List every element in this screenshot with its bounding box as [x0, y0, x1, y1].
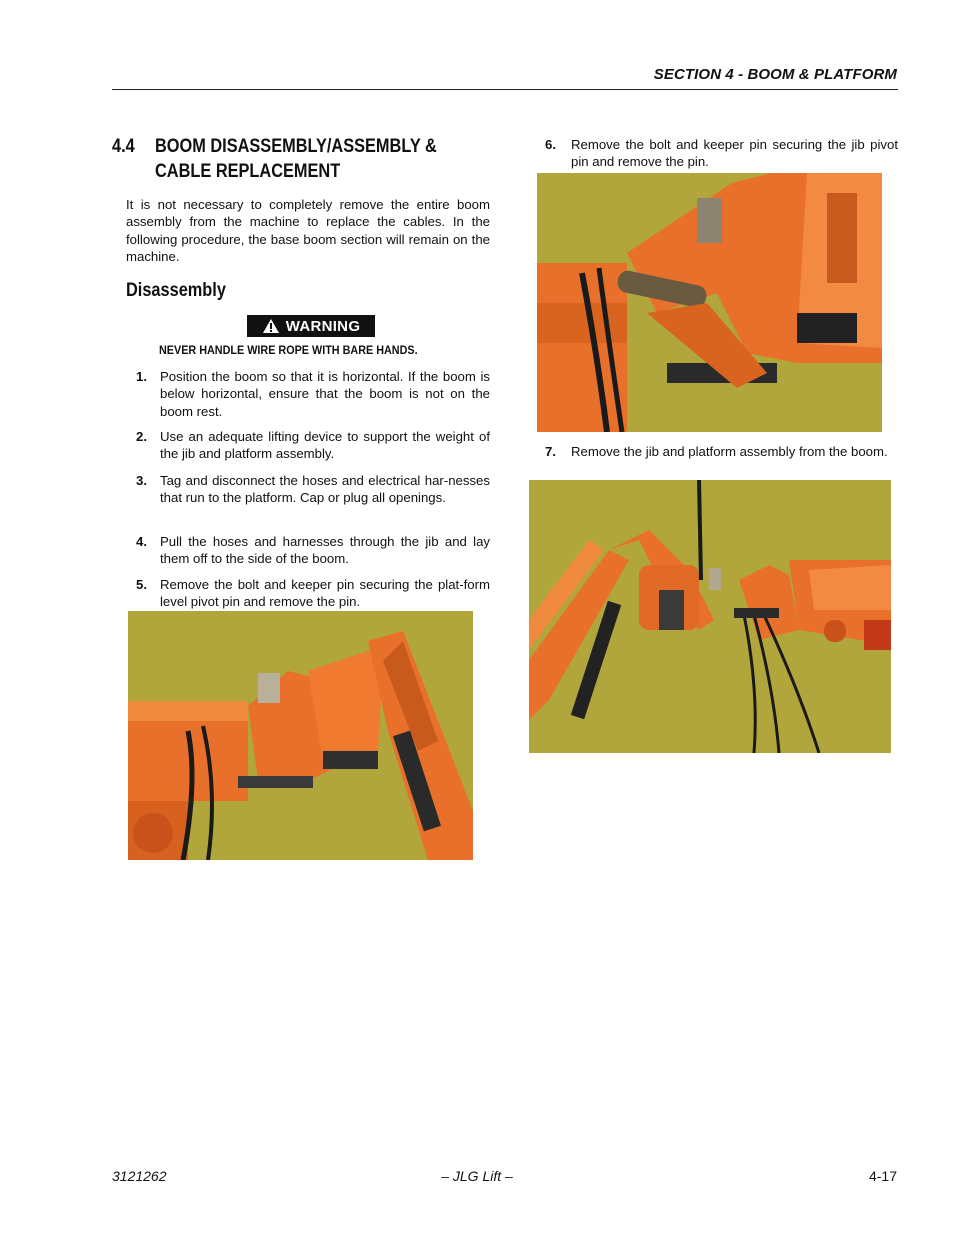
step-3 [136, 472, 490, 507]
step-number: 6. [545, 137, 556, 152]
warning-label: WARNING [285, 317, 361, 335]
section-title-line1: BOOM DISASSEMBLY/ASSEMBLY & [155, 136, 437, 157]
footer-doc-number: 3121262 [112, 1168, 167, 1184]
step-2 [136, 428, 490, 463]
section-heading [112, 134, 482, 184]
step-7 [545, 443, 898, 460]
step-6 [545, 136, 898, 171]
step-1 [136, 368, 490, 420]
step-number: 4. [136, 534, 147, 549]
step-4 [136, 533, 490, 568]
photo-jib-platform-removal [529, 480, 891, 753]
warning-triangle-icon [262, 318, 280, 334]
warning-badge [247, 315, 375, 337]
intro-paragraph: It is not necessary to completely remove the entire boom assembly from the machine to replace the cables. In the following procedure, the base boom section will remain on the machine. [126, 197, 490, 265]
step-text: Remove the bolt and keeper pin securing the jib pivot pin and remove the pin. [571, 137, 898, 170]
step-number: 3. [136, 473, 147, 488]
step-number: 7. [545, 444, 556, 459]
footer-center: – JLG Lift – [441, 1168, 513, 1184]
footer-page-number: 4-17 [868, 1168, 897, 1184]
step-text: Remove the bolt and keeper pin securing the plat-form level pivot pin and remove the pin. [160, 577, 490, 610]
photo-platform-level-pivot-pin [128, 611, 473, 860]
section-header-title: SECTION 4 - BOOM & PLATFORM [653, 66, 897, 83]
header-rule [112, 89, 898, 90]
warning-text: NEVER HANDLE WIRE ROPE WITH BARE HANDS. [159, 343, 418, 357]
step-number: 1. [136, 369, 147, 384]
disassembly-heading: Disassembly [126, 280, 226, 301]
photo-jib-pivot-pin [537, 173, 882, 432]
step-number: 5. [136, 577, 147, 592]
step-text: Use an adequate lifting device to support the weight of the jib and platform assembly. [160, 429, 490, 462]
section-number: 4.4 [112, 136, 135, 157]
step-text: Remove the jib and platform assembly from the boom. [571, 444, 888, 459]
step-text: Position the boom so that it is horizontal. If the boom is below horizontal, ensure that the boom is not on the boom rest. [160, 369, 490, 419]
step-text: Pull the hoses and harnesses through the jib and lay them off to the side of the boom. [160, 534, 490, 567]
step-5 [136, 576, 490, 611]
left-column [112, 134, 490, 610]
section-title-line2: CABLE REPLACEMENT [155, 161, 341, 182]
step-text: Tag and disconnect the hoses and electrical har-nesses that run to the platform. Cap or plug all openings. [160, 473, 490, 506]
step-number: 2. [136, 429, 147, 444]
